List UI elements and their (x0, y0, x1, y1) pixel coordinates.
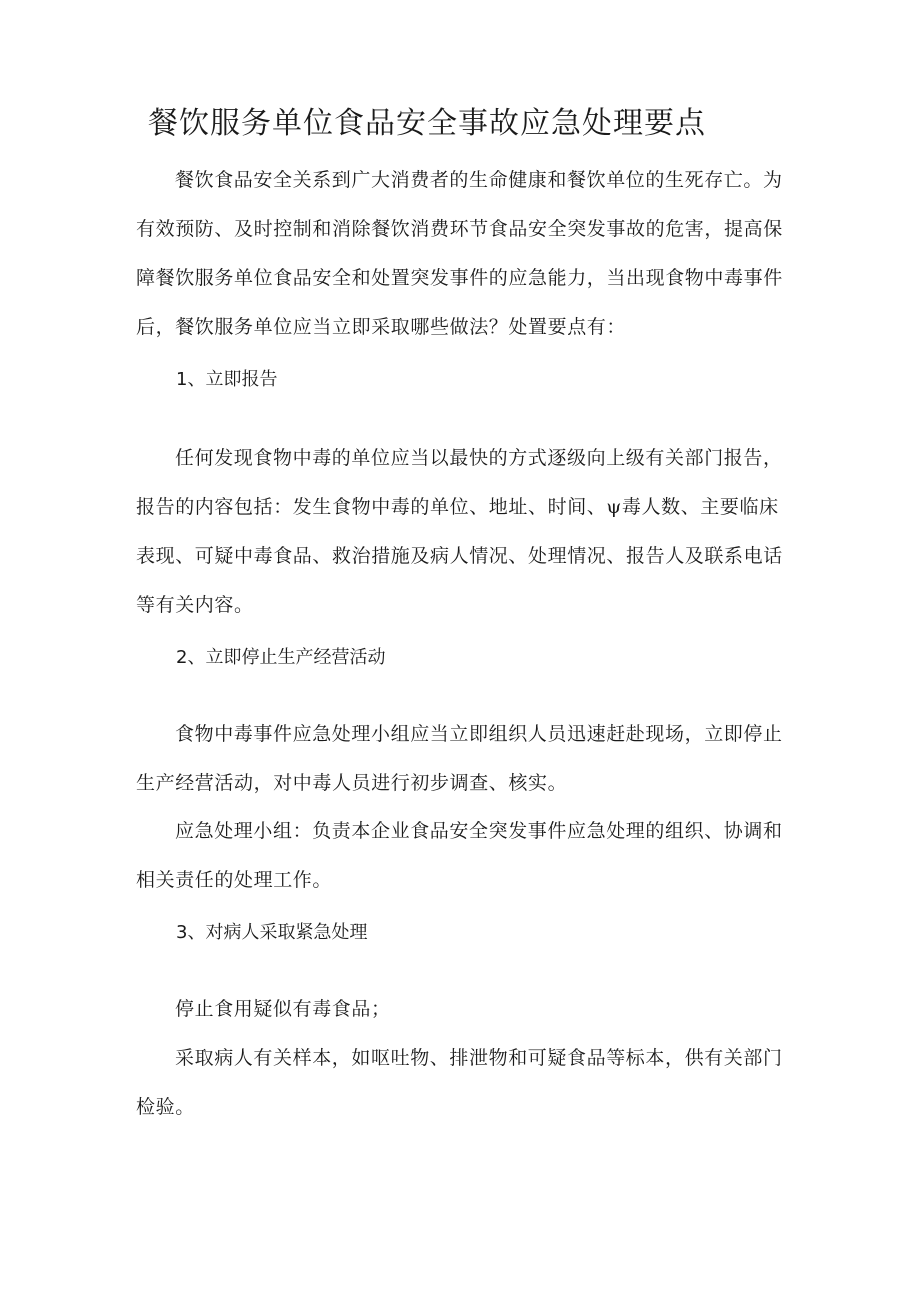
intro-paragraph: 餐饮食品安全关系到广大消费者的生命健康和餐饮单位的生死存亡。为有效预防、及时控制和消除餐饮消费环节食品安全突发事故的危害，提高保障餐饮服务单位食品安全和处置突发事件的应急能力，当出现食物中毒事件后，餐饮服务单位应当立即采取哪些做法？处置要点有： (136, 169, 783, 338)
section-heading-1: 1、立即报告 (176, 369, 278, 390)
section-3-paragraph-1: 停止食用疑似有毒食品； (175, 998, 391, 1020)
section-heading-2: 2、立即停止生产经营活动 (176, 647, 386, 668)
section-2-paragraph-1: 食物中毒事件应急处理小组应当立即组织人员迅速赶赴现场，立即停止生产经营活动，对中毒人员进行初步调查、核实。 (136, 723, 783, 794)
section-heading-3: 3、对病人采取紧急处理 (176, 922, 368, 943)
document-title: 餐饮服务单位食品安全事故应急处理要点 (148, 106, 706, 141)
section-3-paragraph-2: 采取病人有关样本，如呕吐物、排泄物和可疑食品等标本，供有关部门检验。 (136, 1047, 783, 1118)
section-2-paragraph-2: 应急处理小组：负责本企业食品安全突发事件应急处理的组织、协调和相关责任的处理工作。 (136, 820, 783, 891)
section-1-paragraph-1: 任何发现食物中毒的单位应当以最快的方式逐级向上级有关部门报告，报告的内容包括：发生食物中毒的单位、地址、时间、ψ毒人数、主要临床表现、可疑中毒食品、救治措施及病人情况、处理情况、报告人及联系电话等有关内容。 (136, 447, 783, 616)
